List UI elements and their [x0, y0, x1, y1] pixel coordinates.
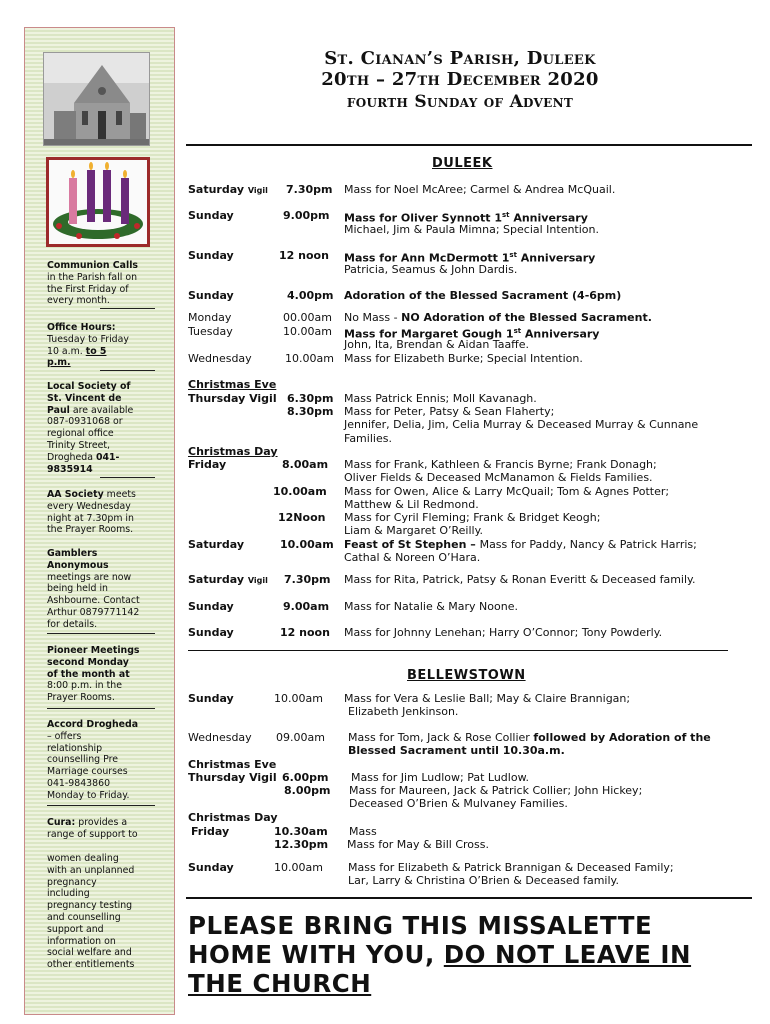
mass-time: 8.00pm — [284, 784, 331, 797]
mass-time: 8.30pm — [287, 405, 334, 418]
intention-text: Mass for Ann McDermott 1 — [344, 251, 510, 265]
section-rule — [188, 650, 728, 651]
mass-intention: Mass — [349, 825, 377, 838]
office-title: Office Hours: — [47, 322, 116, 333]
aa-society-note — [47, 489, 155, 536]
aa-line: meets — [103, 489, 136, 500]
cura-line: range of support to — [47, 828, 138, 840]
mass-intention: Mass for Owen, Alice & Larry McQuail; Tom & Agnes Potter; — [344, 485, 670, 498]
mass-intention: Mass for Vera & Leslie Ball; May & Claire Brannigan; — [344, 692, 631, 705]
mass-intention: Mass for Peter, Patsy & Sean Flaherty; — [344, 405, 555, 418]
mass-intention: Mass for Johnny Lenehan; Harry O’Connor; Tony Powderly. — [344, 626, 663, 639]
mass-time: 12 noon — [279, 249, 329, 262]
notice-line: PLEASE BRING THIS MISSALETTE — [188, 911, 653, 940]
communion-line: every month. — [47, 295, 110, 307]
mass-time: 00.00am — [283, 311, 332, 324]
mass-day: Thursday Vigil — [188, 771, 277, 784]
pioneer-line: Prayer Rooms. — [47, 692, 115, 704]
mass-intention: Mass for Frank, Kathleen & Francis Byrne; Frank Donagh; — [344, 458, 657, 471]
communion-line: in the Parish fall on — [47, 271, 138, 283]
mass-time: 6.00pm — [282, 771, 329, 784]
notice-text-underlined: DO NOT LEAVE IN — [443, 940, 692, 969]
adoration-note: Adoration of the Blessed Sacrament (4-6pm) — [344, 289, 622, 302]
mass-time: 09.00am — [276, 731, 325, 744]
mass-day: Wednesday — [188, 731, 252, 744]
mass-day — [188, 573, 268, 587]
svp-note — [47, 381, 155, 475]
accord-line: relationship — [47, 742, 103, 754]
mass-day: Sunday — [188, 249, 234, 262]
mass-intention: Mass for Maureen, Jack & Patrick Collier; John Hickey; — [349, 784, 643, 797]
notice-line — [188, 940, 691, 969]
intention-text: Anniversary — [509, 211, 588, 225]
mass-intention: Jennifer, Delia, Jim, Celia Murray & Deceased Murray & Cunnane — [344, 418, 699, 431]
header-rule — [186, 144, 752, 146]
mass-intention: Mass for May & Bill Cross. — [347, 838, 489, 851]
office-hours-note — [47, 322, 155, 369]
accord-line: Monday to Friday. — [47, 789, 130, 801]
mass-day: Friday — [188, 458, 227, 471]
pioneer-meetings-note — [47, 645, 155, 704]
mass-intention — [344, 311, 652, 324]
cura-line: support and — [47, 923, 104, 935]
notice-text: HOME WITH YOU, — [188, 940, 444, 969]
pioneer-line: second Monday — [47, 656, 129, 668]
ordinal-suffix: st — [509, 251, 517, 259]
mass-intention: Cathal & Noreen O’Hara. — [344, 551, 481, 564]
mass-day: Sunday — [188, 626, 234, 639]
intention-text: NO Adoration of the Blessed Sacrament. — [401, 311, 652, 324]
divider — [100, 477, 155, 478]
mass-intention — [344, 538, 697, 551]
christmas-eve-heading: Christmas Eve — [188, 378, 277, 391]
notice-line: THE CHURCH — [188, 969, 372, 998]
svp-phone: 9835914 — [47, 463, 93, 475]
intention-text: Mass for Paddy, Nancy & Patrick Harris; — [479, 538, 697, 551]
divider — [100, 308, 155, 309]
mass-day: Saturday — [188, 538, 244, 551]
mass-day: Wednesday — [188, 352, 252, 365]
pioneer-line: of the month at — [47, 668, 130, 680]
gamblers-line: Arthur 0879771142 — [47, 606, 140, 618]
mass-time: 12 noon — [280, 626, 330, 639]
communion-title: Communion Calls — [47, 260, 139, 271]
mass-intention: John, Ita, Brendan & Aidan Taaffe. — [344, 338, 530, 351]
day-label: Saturday — [188, 183, 244, 196]
svp-title: Paul — [47, 404, 70, 416]
gamblers-line: being held in — [47, 583, 108, 595]
advent-wreath-image — [46, 157, 150, 247]
mass-time: 10.00am — [280, 538, 334, 551]
mass-intention — [348, 731, 711, 744]
svp-title: St. Vincent de — [47, 392, 122, 404]
cura-note — [47, 817, 155, 841]
mass-time: 9.00pm — [283, 209, 330, 222]
aa-line: night at 7.30pm in — [47, 512, 134, 524]
mass-day: Friday — [191, 825, 230, 838]
svp-line: Drogheda — [47, 451, 96, 463]
cura-line: pregnancy testing — [47, 900, 133, 912]
mass-intention: Oliver Fields & Deceased McManamon & Fields Families. — [344, 471, 653, 484]
gamblers-title: Anonymous — [47, 559, 109, 571]
mass-day: Sunday — [188, 692, 234, 705]
mass-intention: Elizabeth Jenkinson. — [348, 705, 459, 718]
christmas-eve-heading: Christmas Eve — [188, 758, 277, 771]
svp-title: Local Society of — [47, 381, 131, 392]
divider — [47, 805, 155, 806]
communion-line: the First Friday of — [47, 283, 129, 295]
mass-intention: Mass for Noel McAree; Carmel & Andrea McQuail. — [344, 183, 616, 196]
intention-text: No Mass - — [344, 311, 402, 324]
mass-time: 6.30pm — [287, 392, 334, 405]
pioneer-line: 8:00 p.m. in the — [47, 680, 122, 692]
svp-line: regional office — [47, 428, 114, 440]
mass-time: 12.30pm — [274, 838, 329, 851]
office-line: Tuesday to Friday — [47, 333, 129, 345]
mass-time: 8.00am — [282, 458, 329, 471]
gamblers-line: Ashbourne. Contact — [47, 595, 140, 607]
day-label: Saturday — [188, 573, 244, 586]
liturgical-subtitle: fourth Sunday of Advent — [346, 92, 574, 112]
feast-label: Feast of St Stephen – — [344, 538, 480, 551]
vigil-label: Vigil — [247, 186, 268, 195]
cura-line: with an unplanned — [47, 864, 135, 876]
mass-time: 10.00am — [285, 352, 334, 365]
mass-intention: Mass for Rita, Patrick, Patsy & Ronan Everitt & Deceased family. — [344, 573, 696, 586]
mass-time: 10.00am — [274, 861, 323, 874]
date-range: 20th – 27th December 2020 — [321, 69, 599, 90]
adoration-note: followed by Adoration of the — [533, 731, 711, 744]
cura-line: including — [47, 888, 90, 900]
gamblers-line: for details. — [47, 618, 98, 630]
mass-time: 7.30pm — [286, 183, 333, 196]
bellewstown-section-title: BELLEWSTOWN — [407, 668, 526, 683]
mass-time: 12Noon — [278, 511, 326, 524]
mass-day: Sunday — [188, 600, 234, 613]
mass-intention: Mass for Natalie & Mary Noone. — [344, 600, 518, 613]
pioneer-line: Pioneer Meetings — [47, 645, 140, 656]
mass-intention: Matthew & Lil Redmond. — [344, 498, 479, 511]
cura-line: other entitlements — [47, 959, 135, 971]
mass-intention: Mass for Elizabeth & Patrick Brannigan & Deceased Family; — [348, 861, 674, 874]
aa-line: the Prayer Rooms. — [47, 524, 134, 536]
aa-line: every Wednesday — [47, 500, 131, 512]
mass-intention: Liam & Margaret O’Reilly. — [344, 524, 484, 537]
cura-title: Cura: — [47, 817, 76, 828]
mass-day: Tuesday — [188, 325, 233, 338]
mass-intention: Patricia, Seamus & John Dardis. — [344, 263, 518, 276]
mass-day: Sunday — [188, 209, 234, 222]
cura-line: information on — [47, 935, 116, 947]
office-line-underlined: p.m. — [47, 357, 71, 369]
intention-text: Anniversary — [516, 251, 596, 265]
ordinal-suffix: st — [501, 211, 510, 219]
mass-time: 10.00am — [274, 692, 323, 705]
divider — [100, 370, 155, 371]
svp-phone: 041- — [95, 451, 120, 463]
mass-day — [188, 183, 268, 197]
communion-calls-note — [47, 260, 155, 307]
accord-title: Accord Drogheda — [47, 719, 139, 730]
gamblers-line: meetings are now — [47, 571, 132, 583]
church-photo — [43, 52, 150, 146]
mass-intention: Michael, Jim & Paula Mimna; Special Intention. — [344, 223, 599, 236]
accord-note — [47, 719, 155, 802]
accord-line: counselling Pre — [47, 754, 119, 766]
mass-day: Sunday — [188, 289, 234, 302]
accord-phone: 041-9843860 — [47, 777, 111, 789]
intention-text: Mass for Margaret Gough 1 — [344, 327, 514, 341]
svp-line: Trinity Street, — [47, 439, 111, 451]
cura-line: social welfare and — [47, 947, 132, 959]
mass-time: 10.00am — [273, 485, 327, 498]
mass-intention: Deceased O’Brien & Mulvaney Families. — [349, 797, 568, 810]
accord-line: – offers — [47, 730, 82, 742]
cura-note-continued — [47, 853, 155, 971]
section-rule — [186, 897, 752, 899]
intention-text: Mass for Oliver Synnott 1 — [344, 211, 502, 225]
intention-text: Anniversary — [521, 327, 600, 341]
mass-intention: Mass for Cyril Fleming; Frank & Bridget Keogh; — [344, 511, 601, 524]
office-line: 10 a.m. — [47, 345, 86, 357]
parish-title: St. Cianan’s Parish, Duleek — [324, 48, 596, 69]
cura-line: pregnancy — [47, 876, 97, 888]
accord-line: Marriage courses — [47, 766, 128, 778]
aa-title: AA Society — [47, 489, 104, 500]
ordinal-suffix: st — [513, 327, 522, 335]
adoration-note: Blessed Sacrament until 10.30a.m. — [348, 744, 565, 757]
divider — [47, 708, 155, 709]
mass-day: Monday — [188, 311, 232, 324]
cura-line: provides a — [75, 817, 128, 828]
divider — [47, 633, 155, 634]
mass-time: 7.30pm — [284, 573, 331, 586]
mass-time: 10.30am — [274, 825, 328, 838]
duleek-section-title: DULEEK — [432, 156, 493, 171]
cura-line: and counselling — [47, 911, 121, 923]
mass-day: Thursday Vigil — [188, 392, 277, 405]
mass-intention: Mass for Elizabeth Burke; Special Intention. — [344, 352, 583, 365]
intention-text: Mass for Tom, Jack & Rose Collier — [348, 731, 534, 744]
svp-line: are available — [69, 404, 134, 416]
mass-time: 10.00am — [283, 325, 332, 338]
mass-time: 9.00am — [283, 600, 330, 613]
mass-time: 4.00pm — [287, 289, 334, 302]
christmas-day-heading: Christmas Day — [188, 445, 278, 458]
mass-day: Sunday — [188, 861, 234, 874]
mass-intention: Families. — [344, 432, 392, 445]
cura-line: women dealing — [47, 853, 119, 864]
gamblers-title: Gamblers — [47, 548, 98, 559]
mass-intention: Mass Patrick Ennis; Moll Kavanagh. — [344, 392, 537, 405]
svp-phone: 087-0931068 or — [47, 416, 123, 428]
gamblers-anonymous-note — [47, 548, 155, 631]
vigil-label: Vigil — [247, 576, 268, 585]
mass-intention: Lar, Larry & Christina O’Brien & Deceased family. — [348, 874, 619, 887]
mass-intention: Mass for Jim Ludlow; Pat Ludlow. — [351, 771, 530, 784]
christmas-day-heading: Christmas Day — [188, 811, 278, 824]
office-line-underlined: to 5 — [85, 345, 107, 357]
